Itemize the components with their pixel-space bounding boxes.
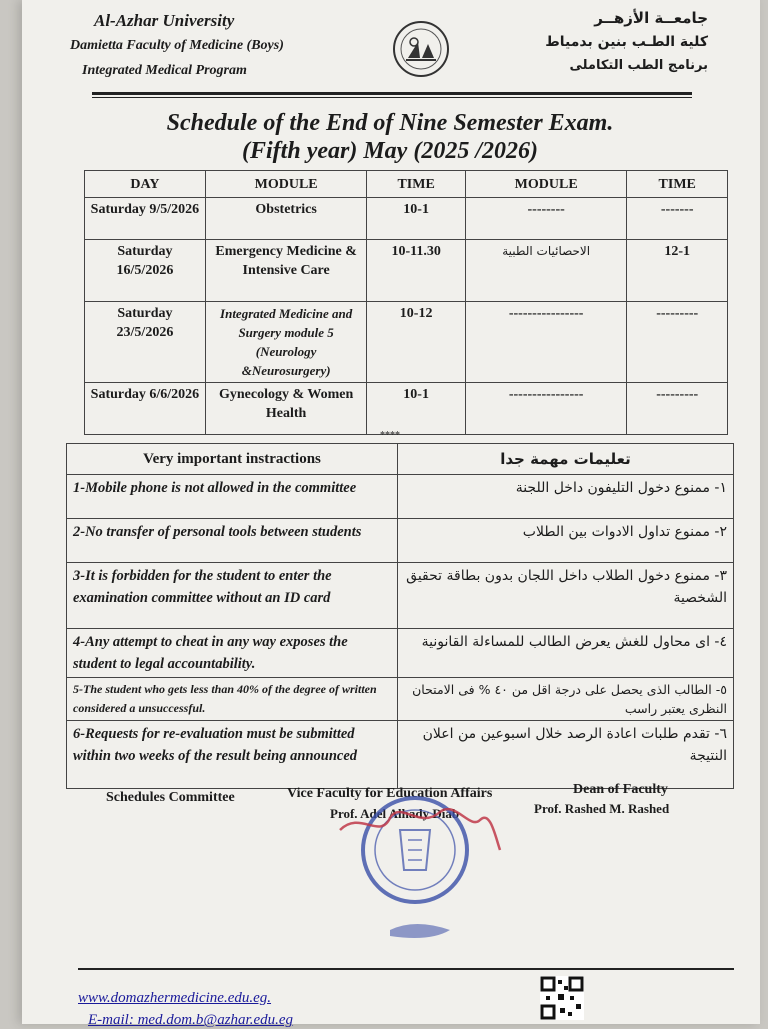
schedule-subtitle: (Fifth year) May (2025 /2026) [242,138,538,164]
program-name-ar: برنامج الطب التكاملى [569,58,708,73]
footer-website-link[interactable]: www.domazhermedicine.edu.eg. [78,990,272,1006]
instruction-ar: ٦- تقدم طلبات اعادة الرصد خلال اسبوعين من اعلان النتيجة [398,721,734,789]
cell-day: Saturday 23/5/2026 [85,302,206,383]
cell-time: 10-11.30 [367,240,466,302]
instruction-row [67,475,734,519]
instruction-row [67,519,734,563]
program-name: Integrated Medical Program [82,63,247,78]
qr-code-icon [540,976,584,1020]
instructions-header-en: Very important instractions [67,444,398,475]
signature-dean-name: Prof. Rashed M. Rashed [534,801,670,816]
signature-committee: Schedules Committee [106,790,235,805]
instructions-header-ar: تعليمات مهمة جدا [398,444,734,475]
instruction-en: 2-No transfer of personal tools between students [67,519,398,563]
signature-vice-title: Vice Faculty for Education Affairs [287,786,493,801]
faculty-name: Damietta Faculty of Medicine (Boys) [70,38,284,53]
cell-module-2: الاحصائيات الطبية [465,240,627,302]
table-row [85,302,728,383]
col-time: TIME [367,171,466,198]
cell-time-2: --------- [627,302,728,383]
faculty-name-ar: كلية الطـب بنين بدمياط [545,34,708,50]
faculty-seal-icon [330,790,520,960]
cell-time-2: --------- [627,383,728,435]
instructions-table [66,443,734,789]
signature-vice-name: Prof. Adel Alhady Diab [330,806,460,821]
instruction-en: 1-Mobile phone is not allowed in the committee [67,475,398,519]
cell-time-2: 12-1 [627,240,728,302]
table-row [85,198,728,240]
cell-time: 10-1 [367,198,466,240]
instruction-ar: ١- ممنوع دخول التليفون داخل اللجنة [398,475,734,519]
cell-module-2: -------- [465,198,627,240]
table-row [85,383,728,435]
cell-module: Integrated Medicine and Surgery module 5 (Neurology &Neurosurgery) [205,302,367,383]
instruction-ar: ٢- ممنوع تداول الادوات بين الطلاب [398,519,734,563]
university-logo-icon [392,20,450,78]
table-row [85,240,728,302]
cell-day: Saturday 16/5/2026 [85,240,206,302]
header-rule-thin [92,97,692,98]
schedule-title: Schedule of the End of Nine Semester Exam. [166,110,614,136]
signature-dean-title: Dean of Faculty [573,782,668,797]
instruction-row [67,678,734,721]
footer-rule [78,968,734,970]
cell-module: Obstetrics [205,198,367,240]
instruction-en: 3-It is forbidden for the student to enter the examination committee without an ID card [67,563,398,629]
instruction-ar: ٤- اى محاول للغش يعرض الطالب للمساءلة القانونية [398,629,734,678]
instruction-ar: ٣- ممنوع دخول الطلاب داخل اللجان بدون بطاقة تحقيق الشخصية [398,563,734,629]
header-english [70,8,284,83]
cell-time-2: ------- [627,198,728,240]
cell-module: Gynecology & Women Health [205,383,367,435]
footer-email-link[interactable]: E-mail: med.dom.b@azhar.edu.eg [88,1012,294,1028]
cell-module: Emergency Medicine & Intensive Care [205,240,367,302]
cell-time: 10-1 [367,383,466,435]
exam-schedule-table [84,170,728,435]
university-name: Al-Azhar University [94,11,235,30]
instruction-ar: ٥- الطالب الذى يحصل على درجة اقل من ٤٠ % فى الامتحان النظرى يعتبر راسب [398,678,734,721]
header-arabic [545,6,708,78]
cell-day: Saturday 6/6/2026 [85,383,206,435]
cell-module-2: ---------------- [465,383,627,435]
instruction-row [67,721,734,789]
instruction-en: 5-The student who gets less than 40% of the degree of written considered a unsuccessful. [67,678,398,721]
instruction-row [67,563,734,629]
cell-time: 10-12 [367,302,466,383]
instruction-en: 6-Requests for re-evaluation must be submitted within two weeks of the result being announced [67,721,398,789]
separator: **** [380,430,400,441]
university-name-ar: جامعــة الأزهــر [594,9,708,27]
header-rule [92,92,692,95]
col-time-2: TIME [627,171,728,198]
col-day: DAY [85,171,206,198]
col-module-2: MODULE [465,171,627,198]
instruction-row [67,629,734,678]
cell-module-2: ---------------- [465,302,627,383]
col-module: MODULE [205,171,367,198]
cell-day: Saturday 9/5/2026 [85,198,206,240]
instruction-en: 4-Any attempt to cheat in any way exposes the student to legal accountability. [67,629,398,678]
